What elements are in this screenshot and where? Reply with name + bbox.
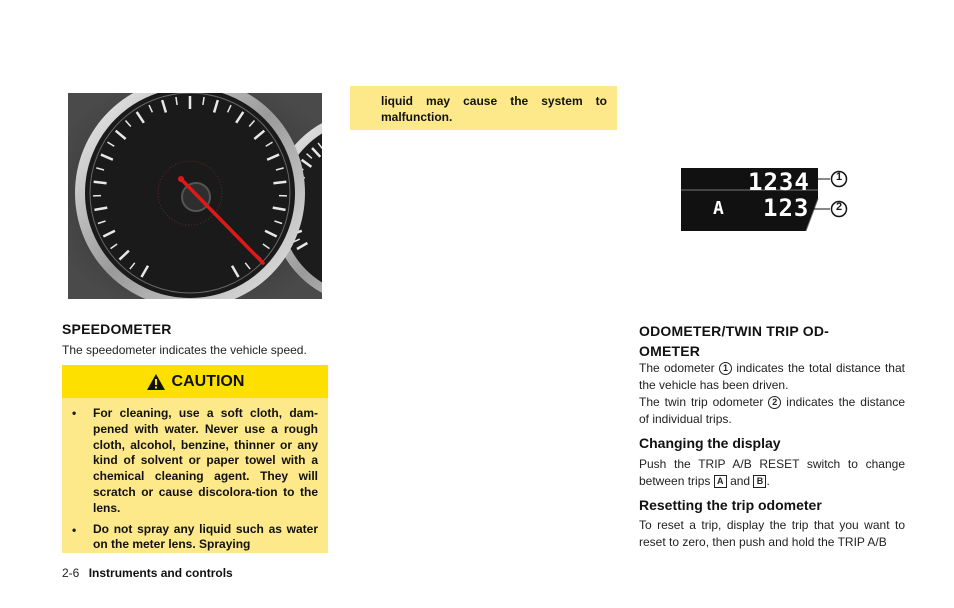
- callout-1: 1: [835, 171, 843, 183]
- page-number: 2-6: [62, 566, 80, 580]
- odometer-p1-text-after: indicates the total distance that the vehicle has been driven.: [639, 361, 905, 392]
- odometer-paragraph-2: [639, 394, 905, 427]
- callout-2: 2: [835, 201, 843, 213]
- odometer-value: 1234: [748, 168, 810, 196]
- caution-continued-box: [350, 86, 617, 130]
- warning-triangle-icon: [146, 373, 166, 391]
- gauge-tick: [273, 182, 286, 184]
- speedometer-gauge-svg: [68, 93, 322, 299]
- page-footer: [62, 566, 233, 580]
- odometer-paragraph-1: [639, 360, 905, 393]
- bullet-dot: •: [72, 523, 77, 537]
- trip-value: 123: [763, 194, 810, 222]
- callout-2-inline: 2: [768, 396, 781, 409]
- trip-label: A: [713, 198, 724, 219]
- caution-header: [62, 365, 328, 398]
- odometer-display-illustration: [681, 168, 856, 232]
- key-a: A: [714, 475, 727, 488]
- odometer-heading-line1: ODOMETER/TWIN TRIP OD-: [639, 323, 830, 339]
- changing-display-text: [639, 456, 905, 489]
- odometer-p1-text: The odometer: [639, 361, 715, 375]
- gauge-tick: [94, 182, 107, 184]
- odometer-p2-text-after: indicates the distance of individual trips.: [639, 395, 905, 426]
- changing-display-and: and: [730, 473, 751, 488]
- changing-display-end: .: [766, 473, 770, 488]
- odometer-heading-line2: OMETER: [639, 343, 701, 359]
- resetting-text: To reset a trip, display the trip that you want to reset to zero, then push and hold the TRIP A/B: [639, 518, 905, 549]
- caution-box: [62, 365, 328, 553]
- changing-display-text-before: Push the TRIP A/B RESET switch to change between trips: [639, 457, 905, 488]
- odometer-heading: [639, 321, 905, 361]
- speedometer-illustration: [68, 93, 322, 299]
- caution-title: CAUTION: [171, 372, 245, 390]
- caution-item-2: Do not spray any liquid such as water on the meter lens. Spraying: [93, 521, 318, 552]
- caution-item-1: For cleaning, use a soft cloth, dam-pened with water. Never use a rough cloth, alcohol, benzine, thinner or any kind of solvent or paper towel with a chemical cleaning agent. They will scratch or cause discolora-tion to the lens.: [93, 406, 318, 515]
- resetting-heading: Resetting the trip odometer: [639, 497, 822, 513]
- bullet-dot: •: [72, 406, 77, 420]
- speedometer-description: The speedometer indicates the vehicle speed.: [62, 343, 307, 357]
- odometer-p2-text: The twin trip odometer: [639, 395, 764, 409]
- speedometer-heading: SPEEDOMETER: [62, 321, 172, 337]
- footer-section-title: Instruments and controls: [88, 566, 233, 580]
- caution-continued-text: liquid may cause the system to malfunction.: [381, 94, 607, 124]
- callout-1-inline: 1: [719, 362, 732, 375]
- changing-display-heading: Changing the display: [639, 435, 781, 451]
- key-b: B: [753, 475, 766, 488]
